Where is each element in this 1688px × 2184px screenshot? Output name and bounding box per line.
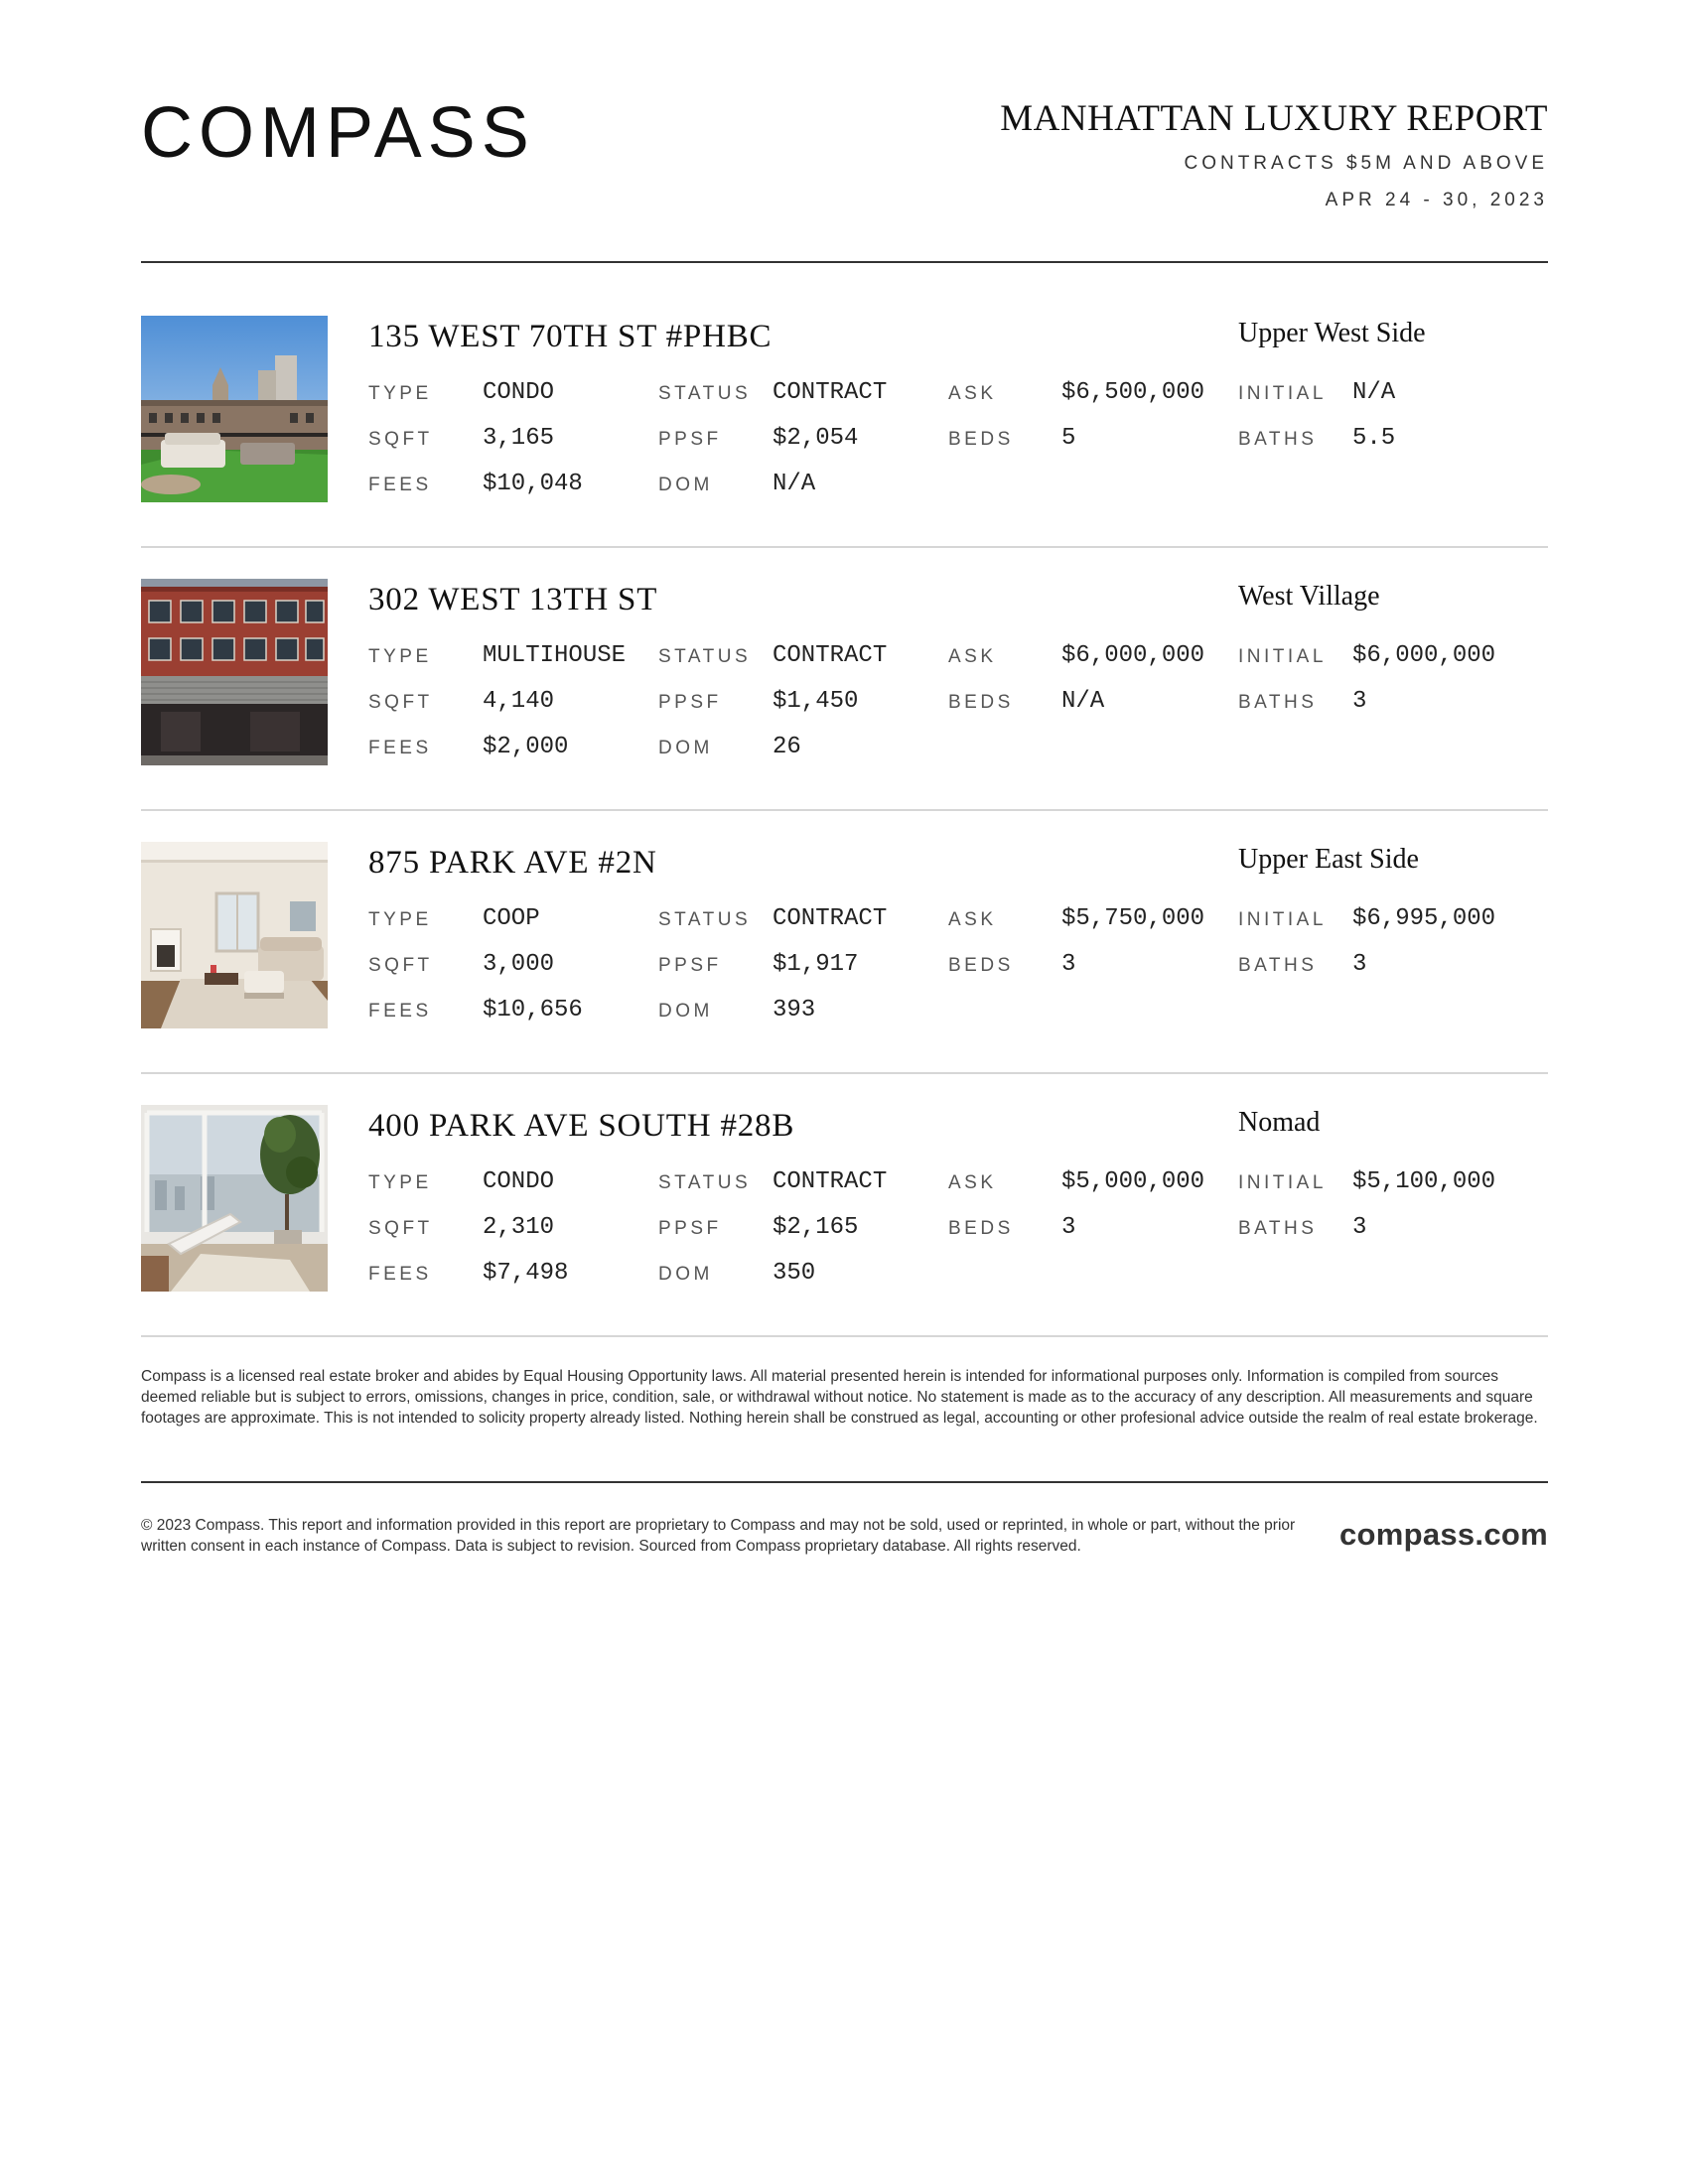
ppsf-label: PPSF (658, 692, 722, 713)
baths-label: BATHS (1238, 692, 1318, 713)
beds-value: 3 (1061, 1214, 1076, 1241)
ppsf-label: PPSF (658, 955, 722, 976)
header-divider (141, 261, 1548, 263)
type-label: TYPE (368, 909, 432, 930)
fees-value: $10,048 (483, 471, 583, 497)
ask-value: $6,500,000 (1061, 379, 1205, 406)
status-value: CONTRACT (773, 905, 888, 932)
listing-divider (141, 546, 1548, 548)
baths-value: 3 (1352, 1214, 1367, 1241)
status-value: CONTRACT (773, 379, 888, 406)
ppsf-label: PPSF (658, 1218, 722, 1239)
baths-label: BATHS (1238, 429, 1318, 450)
dom-label: DOM (658, 738, 713, 758)
listing-divider (141, 1072, 1548, 1074)
fees-label: FEES (368, 1001, 432, 1022)
listing-card (141, 1105, 1548, 1292)
fees-label: FEES (368, 738, 432, 758)
ask-value: $6,000,000 (1061, 642, 1205, 669)
type-value: MULTIHOUSE (483, 642, 627, 669)
dom-label: DOM (658, 475, 713, 495)
listing-divider (141, 1335, 1548, 1337)
status-label: STATUS (658, 383, 752, 404)
status-label: STATUS (658, 1172, 752, 1193)
sqft-value: 3,000 (483, 951, 555, 978)
beds-label: BEDS (948, 429, 1014, 450)
ask-label: ASK (948, 909, 997, 930)
initial-label: INITIAL (1238, 646, 1327, 667)
beds-label: BEDS (948, 692, 1014, 713)
living-room-photo (141, 842, 328, 1028)
compass-logo (141, 99, 568, 165)
status-value: CONTRACT (773, 642, 888, 669)
type-value: CONDO (483, 1168, 555, 1195)
initial-value: $6,995,000 (1352, 905, 1496, 932)
sqft-value: 3,165 (483, 425, 555, 452)
ppsf-value: $1,450 (773, 688, 859, 715)
beds-value: 3 (1061, 951, 1076, 978)
listing-address: 400 PARK AVE SOUTH #28B (368, 1108, 795, 1144)
report-title: MANHATTAN LUXURY REPORT (1000, 98, 1548, 139)
ppsf-value: $1,917 (773, 951, 859, 978)
dom-value: 393 (773, 997, 816, 1024)
ask-value: $5,000,000 (1061, 1168, 1205, 1195)
listing-address: 135 WEST 70TH ST #PHBC (368, 319, 773, 354)
dom-label: DOM (658, 1001, 713, 1022)
listing-neighborhood: Nomad (1238, 1107, 1321, 1138)
sqft-label: SQFT (368, 955, 433, 976)
rooftop-terrace-photo (141, 316, 328, 502)
ask-label: ASK (948, 1172, 997, 1193)
listing-neighborhood: West Village (1238, 581, 1380, 612)
ppsf-label: PPSF (658, 429, 722, 450)
compass-logo-text: COMPASS (141, 99, 535, 165)
listing-card (141, 842, 1548, 1028)
listing-divider (141, 809, 1548, 811)
initial-value: $6,000,000 (1352, 642, 1496, 669)
sqft-label: SQFT (368, 429, 433, 450)
sqft-value: 4,140 (483, 688, 555, 715)
sqft-value: 2,310 (483, 1214, 555, 1241)
listing-card (141, 579, 1548, 765)
sqft-label: SQFT (368, 692, 433, 713)
type-label: TYPE (368, 1172, 432, 1193)
fees-label: FEES (368, 1264, 432, 1285)
dom-value: N/A (773, 471, 816, 497)
baths-value: 3 (1352, 688, 1367, 715)
beds-value: N/A (1061, 688, 1105, 715)
baths-value: 3 (1352, 951, 1367, 978)
status-label: STATUS (658, 909, 752, 930)
brick-building-photo (141, 579, 328, 765)
status-value: CONTRACT (773, 1168, 888, 1195)
initial-value: $5,100,000 (1352, 1168, 1496, 1195)
footer-divider (141, 1481, 1548, 1483)
fees-label: FEES (368, 475, 432, 495)
initial-label: INITIAL (1238, 383, 1327, 404)
status-label: STATUS (658, 646, 752, 667)
fees-value: $10,656 (483, 997, 583, 1024)
sqft-label: SQFT (368, 1218, 433, 1239)
listing-neighborhood: Upper East Side (1238, 844, 1419, 875)
copyright-notice: © 2023 Compass. This report and information provided in this report are proprietary to Compass and may not be sold, used or reprinted, in whole or part, without the prior written consent in each instance of Compass. Data is subject to revision. Sourced from Compass proprietary database. All rights reserved. (141, 1517, 1296, 1555)
type-label: TYPE (368, 646, 432, 667)
baths-label: BATHS (1238, 1218, 1318, 1239)
type-label: TYPE (368, 383, 432, 404)
listing-neighborhood: Upper West Side (1238, 318, 1426, 348)
ask-value: $5,750,000 (1061, 905, 1205, 932)
type-value: CONDO (483, 379, 555, 406)
ppsf-value: $2,054 (773, 425, 859, 452)
ask-label: ASK (948, 646, 997, 667)
listing-address: 875 PARK AVE #2N (368, 845, 657, 881)
beds-label: BEDS (948, 1218, 1014, 1239)
website-link[interactable]: compass.com (1338, 1517, 1548, 1552)
legal-disclaimer: Compass is a licensed real estate broker and abides by Equal Housing Opportunity laws. All material presented herein is intended for informational purposes only. Information is compiled from sources deemed reliable but is subject to errors, omissions, changes in price, condition, sale, or withdrawal without notice. No statement is made as to the accuracy of any description. All measurements and square footages are approximate. This is not intended to solicity property already listed. Nothing herein shall be construed as legal, accounting or other profesional advice outside the realm of real estate brokerage. (141, 1368, 1538, 1427)
ask-label: ASK (948, 383, 997, 404)
baths-value: 5.5 (1352, 425, 1396, 452)
dom-label: DOM (658, 1264, 713, 1285)
baths-label: BATHS (1238, 955, 1318, 976)
fees-value: $7,498 (483, 1260, 569, 1287)
window-interior-photo (141, 1105, 328, 1292)
initial-value: N/A (1352, 379, 1396, 406)
report-subtitle: CONTRACTS $5M AND ABOVE (1184, 153, 1548, 174)
beds-label: BEDS (948, 955, 1014, 976)
dom-value: 350 (773, 1260, 816, 1287)
report-date-range: APR 24 - 30, 2023 (1325, 190, 1548, 210)
initial-label: INITIAL (1238, 1172, 1327, 1193)
listing-card (141, 316, 1548, 502)
fees-value: $2,000 (483, 734, 569, 760)
listing-address: 302 WEST 13TH ST (368, 582, 658, 617)
beds-value: 5 (1061, 425, 1076, 452)
ppsf-value: $2,165 (773, 1214, 859, 1241)
type-value: COOP (483, 905, 540, 932)
initial-label: INITIAL (1238, 909, 1327, 930)
dom-value: 26 (773, 734, 801, 760)
